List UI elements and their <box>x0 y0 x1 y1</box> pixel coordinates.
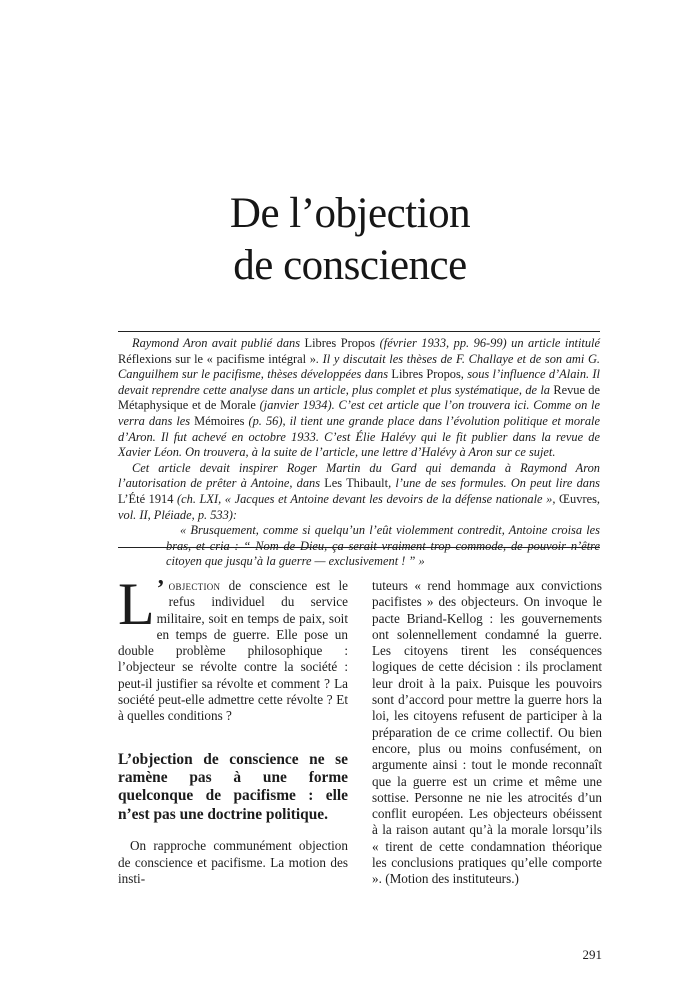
opening-text: de conscience est le refus individuel du service militaire, soit en temps de paix, soit en temps de guerre. Elle pose un double problème philosophique : l’objecteur se révolte contre la société : peut-il justifier sa révolte et comment ? La société peut-elle admettre cette révolte ? Et à quelles conditions ? <box>118 578 348 724</box>
intro-bottom-rule <box>118 547 600 548</box>
page-number: 291 <box>582 947 602 962</box>
intro-run: Mémoires <box>194 413 245 428</box>
intro-run: (p. 56), il tient une grande place dans l’évolution politique et morale d’Aron. Il fut achevé en octobre 1933. C’est Élie Halévy qui le fit publier dans la revue de Xavier Léon. On trouvera, à la suite de l’article, une lettre d’Halévy à Aron sur ce sujet. <box>118 413 600 460</box>
opening-paragraph <box>118 571 348 725</box>
intro-run: , l’une de ses formules. On peut lire dans <box>388 476 600 491</box>
page-title <box>0 188 700 292</box>
intro-run: Libres Propos <box>304 336 376 350</box>
intro-run: L’Été 1914 <box>118 491 174 506</box>
intro-run: , sous l’influence d’Alain. Il devait reprendre cette analyse dans un article, plus complet et plus systématique, de la <box>118 367 601 397</box>
body-right-column <box>372 578 602 888</box>
intro-paragraph-1 <box>118 336 600 461</box>
intro-quote: « Brusquement, comme si quelqu’un l’eût violemment contredit, Antoine croisa les bras, et cria : “ Nom de Dieu, ça serait vraiment trop commode, de pouvoir n’être citoyen que jusqu’à la guerre — exclusivement ! ” » <box>166 523 600 569</box>
intro-run: Les Thibault <box>324 476 389 491</box>
intro-top-rule <box>118 331 600 332</box>
intro-run: , vol. II, Pléiade, p. 533): <box>118 491 600 522</box>
intro-run: Revue de Métaphysique et de Morale <box>118 382 600 413</box>
editorial-introduction <box>118 336 600 570</box>
intro-run: Cet article devait inspirer Roger Martin du Gard qui demanda à Raymond Aron l’autorisation de prêter à Antoine, dans <box>118 460 600 491</box>
intro-run: Libres Propos <box>391 367 461 382</box>
intro-run: . Il y discutait les thèses de F. Challaye et de son ami G. Canguilhem sur le pacifisme, thèses développées dans <box>118 351 600 382</box>
left-column-last-paragraph: On rapproche communément objection de conscience et pacifisme. La motion des insti- <box>118 838 348 886</box>
intro-run: Réflexions sur le « pacifisme intégral » <box>118 351 316 366</box>
intro-run: (février 1933, pp. 96-99) un article intitulé <box>375 336 600 350</box>
intro-run: Œuvres <box>559 491 597 506</box>
intro-run: (ch. LXI, « Jacques et Antoine devant les devoirs de la défense nationale », <box>173 491 560 506</box>
right-column-text: tuteurs « rend hommage aux convictions pacifistes » des objecteurs. On invoque le pacte Briand-Kellog : les gouvernements ont solennellement condamné la guerre. Les citoyens tirent les conséquences logiques de cette décision : ils proclament leur droit à la paix. Puisque les pouvoirs sont d’accord pour mettre la guerre hors la loi, les citoyens refusent de participer à la préparation de ce crime collectif. Ou bien encore, plus ou moins confusément, on argumente ainsi : tout le monde reconnaît que la guerre est un crime et même une sottise. Personne ne nie les atrocités d’un conflit européen. Les objecteurs obéissent à la raison autant qu’à la morale lorsqu’ils « tirent de cette condamnation théorique les conclusions pratiques qu’elle comporte ». (Motion des instituteurs.) <box>372 578 602 887</box>
section-heading: L’objection de conscience ne se ramène pas à une forme quelconque de pacifisme : elle n’est pas une doctrine politique. <box>118 750 348 823</box>
title-line-2: de conscience <box>233 242 467 289</box>
drop-cap-apostrophe: ’ <box>156 576 165 602</box>
body-left-column <box>118 571 348 887</box>
intro-run: (janvier 1934). C’est cet article que l’on trouvera ici. Comme on le verra dans les <box>118 398 600 428</box>
drop-cap: L <box>118 571 155 637</box>
intro-paragraph-2 <box>118 461 600 523</box>
opening-smallcaps: objection <box>168 578 221 593</box>
intro-run: Raymond Aron avait publié dans <box>132 336 305 350</box>
title-line-1: De l’objection <box>229 190 471 237</box>
